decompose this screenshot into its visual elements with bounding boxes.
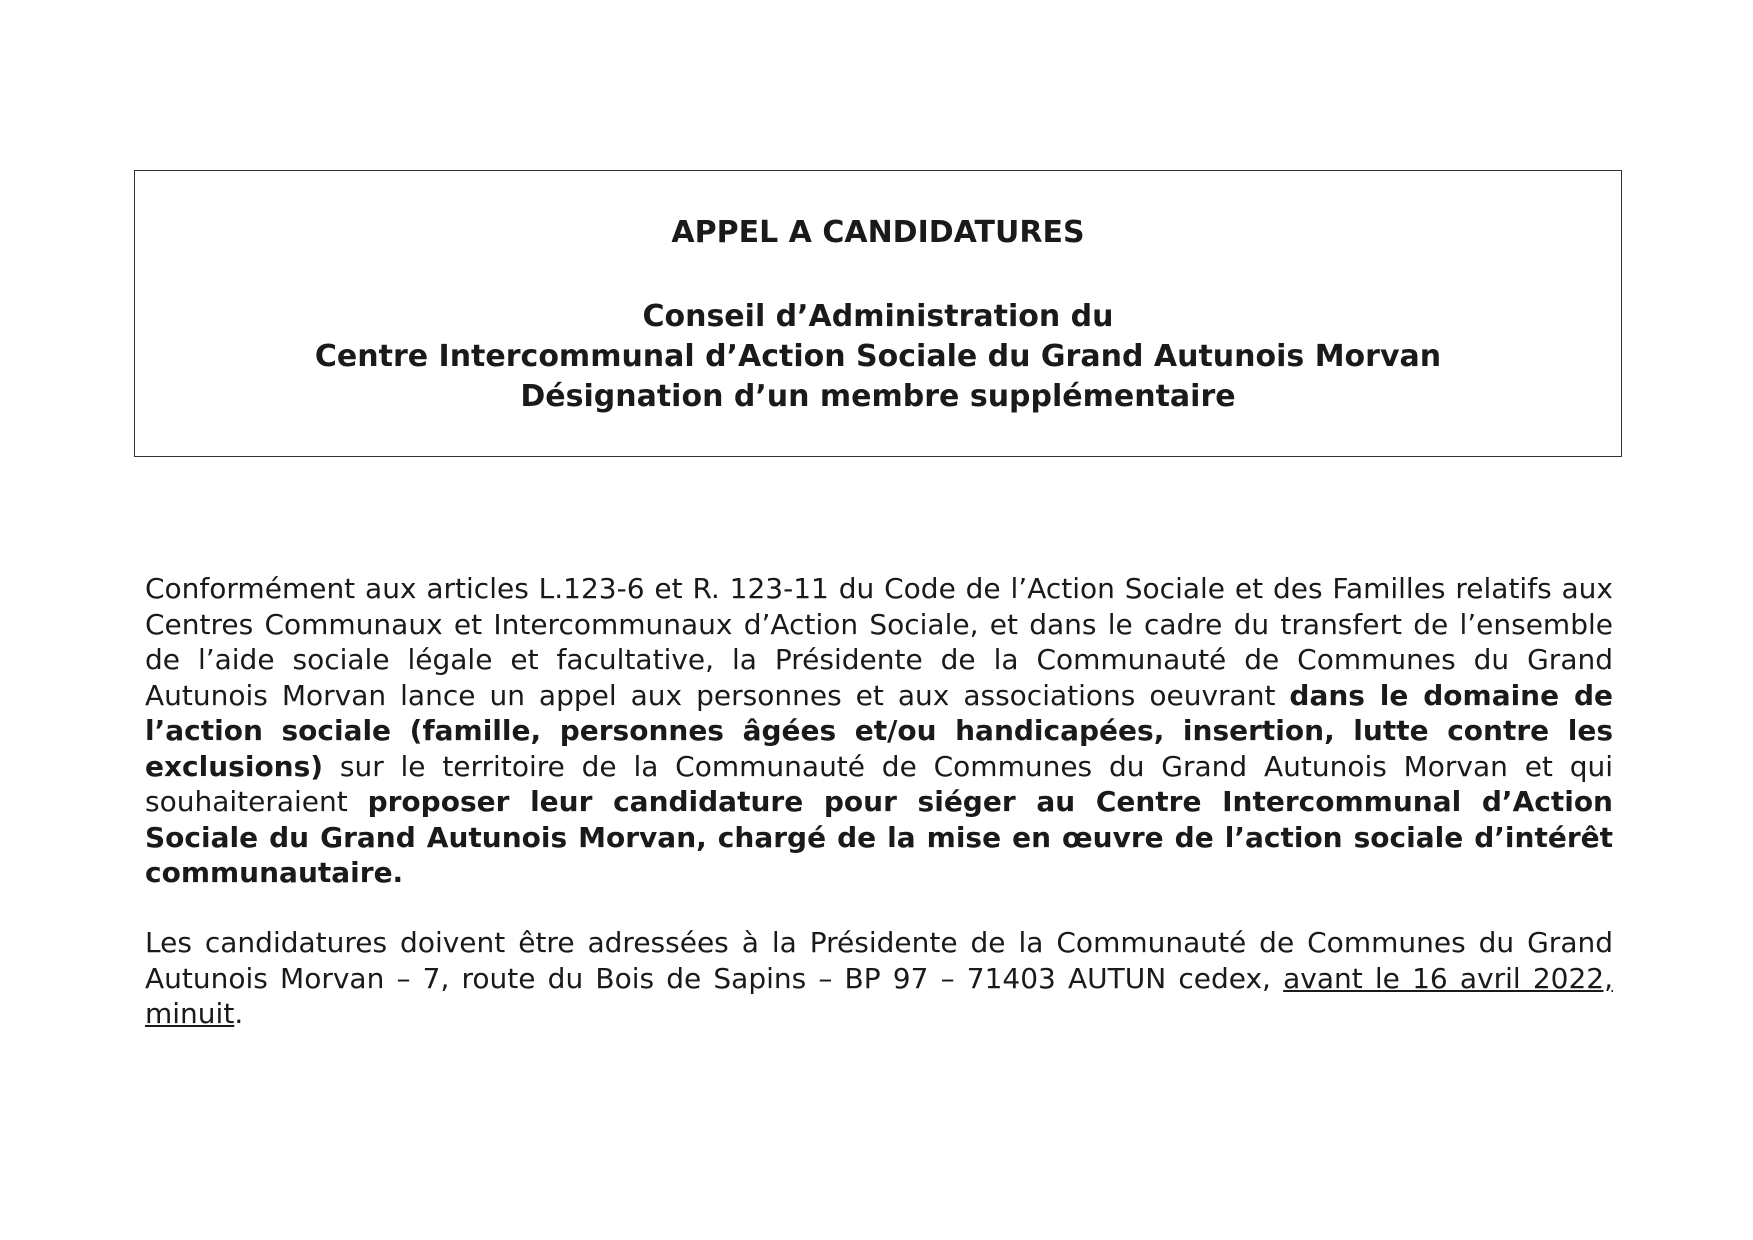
document-subtitle bbox=[135, 297, 1621, 417]
paragraph1-intro: Conformément aux articles L.123-6 et R. 123-11 du Code de l’Action Sociale et des Familles relatifs aux Centres Communaux et Intercommunaux d’Action Sociale, et dans le cadre du transfert de l’ensemble de l’aide sociale légale et facultative, la Présidente de la Communauté de Communes du Grand Autunois Morvan lance un appel aux personnes et aux associations oeuvrant bbox=[145, 572, 1613, 712]
title-box bbox=[134, 170, 1622, 457]
paragraph2-end: . bbox=[234, 997, 244, 1030]
deadline-text: avant le 16 avril 2022, minuit bbox=[145, 961, 1613, 1030]
subtitle-line-2: Centre Intercommunal d’Action Sociale du Grand Autunois Morvan bbox=[314, 339, 1442, 374]
paragraph1-proposal-bold: proposer leur candidature pour siéger au Centre Intercommunal d’Action Sociale du Grand Autunois Morvan, chargé de la mise en œuvre de l’action sociale d’intérêt communautaire. bbox=[145, 785, 1613, 889]
subtitle-line-3: Désignation d’un membre supplémentaire bbox=[520, 379, 1236, 414]
document-heading: APPEL A CANDIDATURES bbox=[671, 215, 1085, 250]
paragraph1-domain-bold: dans le domaine de l’action sociale (famille, personnes âgées et/ou handicapées, insertion, lutte contre les exclusions) bbox=[145, 678, 1613, 783]
paragraph1-middle: sur le territoire de la Communauté de Communes du Grand Autunois Morvan et qui souhaiteraient bbox=[145, 749, 1613, 818]
paragraph2-text: Les candidatures doivent être adressées à la Présidente de la Communauté de Communes du Grand Autunois Morvan – 7, route du Bois de Sapins – BP 97 – 71403 AUTUN cedex, bbox=[145, 926, 1613, 995]
paragraph-submission-details bbox=[145, 925, 1613, 1032]
paragraph-call-for-applications bbox=[145, 571, 1613, 891]
subtitle-line-1: Conseil d’Administration du bbox=[642, 299, 1114, 334]
